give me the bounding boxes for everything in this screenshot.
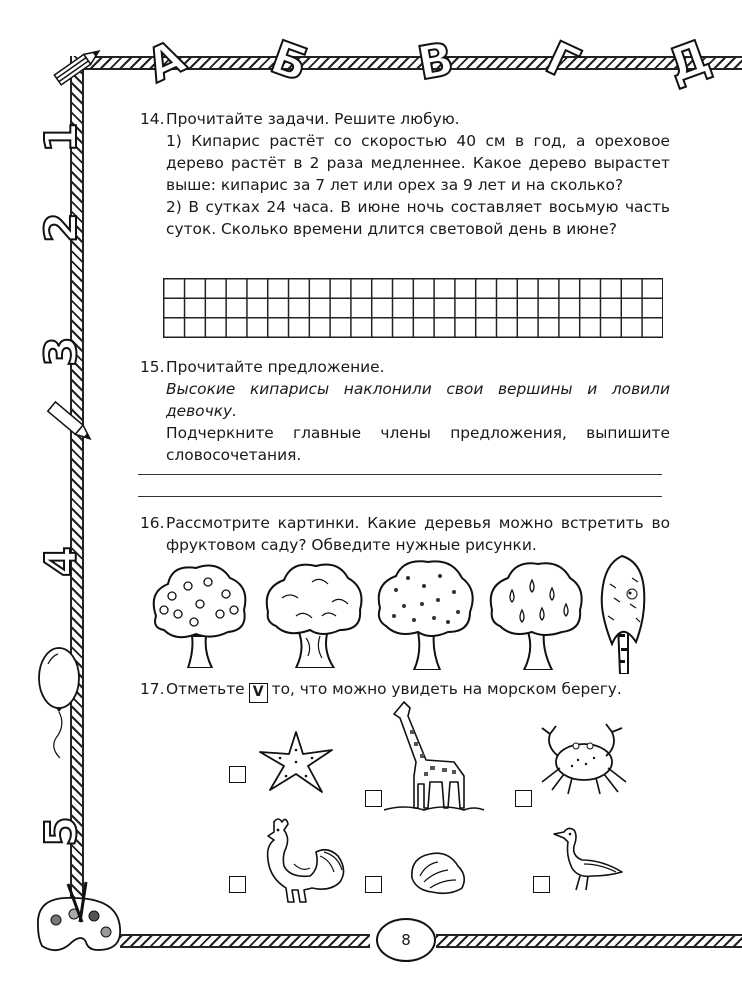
frame-bottom-border-right: [436, 934, 742, 948]
task-14-intro: Прочитайте задачи. Решите любую.: [166, 110, 460, 128]
side-digit-1: 1: [35, 122, 87, 153]
side-digit-2: 2: [35, 212, 87, 243]
task-14: [140, 108, 670, 240]
apple-tree-image[interactable]: [148, 560, 250, 668]
side-digit-4: 4: [35, 546, 87, 577]
balloon-icon: [34, 640, 84, 760]
task-14-problem-2: 2) В сутках 24 часа. В июне ночь составляет восьмую часть суток. Сколько времени длится световой день в июне?: [166, 198, 670, 238]
fruit-tree-image[interactable]: [374, 556, 478, 670]
header-letter-a: А: [138, 29, 194, 93]
page-number: 8: [376, 918, 436, 962]
seabird-image: [552, 824, 626, 892]
crab-image: [528, 712, 632, 796]
side-pencil-icon: [40, 392, 100, 452]
checkbox-starfish[interactable]: [229, 766, 246, 783]
pear-tree-image[interactable]: [486, 558, 586, 670]
header-letter-g: Г: [537, 30, 588, 92]
task-15-sentence: Высокие кипарисы наклонили свои вершины и ловили девочку.: [166, 380, 670, 420]
header-letter-d: Д: [660, 28, 717, 94]
answer-line-2[interactable]: [138, 496, 662, 497]
seashell-image: [406, 846, 470, 898]
birch-tree-image[interactable]: [592, 554, 652, 674]
side-digit-5: 5: [35, 816, 87, 847]
task-17-number: 17.: [140, 680, 165, 698]
task-15-intro: Прочитайте предложение.: [166, 358, 385, 376]
checkbox-giraffe[interactable]: [365, 790, 382, 807]
pencil-icon: [48, 42, 108, 92]
oak-tree-image[interactable]: [262, 558, 366, 668]
task-15: [140, 356, 670, 466]
task-16-number: 16.: [140, 514, 165, 532]
checkbox-bird[interactable]: [533, 876, 550, 893]
starfish-image: [256, 728, 336, 796]
answer-grid[interactable]: [163, 278, 663, 338]
paint-palette-icon: [28, 876, 128, 960]
frame-left-border: [70, 56, 84, 936]
task-16: [140, 512, 670, 556]
checkbox-seashell[interactable]: [365, 876, 382, 893]
task-14-number: 14.: [140, 110, 165, 128]
side-digit-3: 3: [35, 336, 87, 367]
task-15-instruction: Подчеркните главные члены предложения, выпишите словосочетания.: [166, 424, 670, 464]
answer-line-1[interactable]: [138, 474, 662, 475]
frame-bottom-border-left: [120, 934, 370, 948]
rooster-image: [254, 816, 350, 906]
example-check-box: V: [249, 683, 268, 703]
header-letter-b: Б: [263, 29, 316, 93]
task-16-text: Рассмотрите картинки. Какие деревья можно встретить во фруктовом саду? Обведите нужные рисунки.: [166, 514, 670, 554]
task-17-text-before: Отметьте: [166, 680, 245, 698]
task-15-number: 15.: [140, 358, 165, 376]
task-14-problem-1: 1) Кипарис растёт со скоростью 40 см в год, а ореховое дерево растёт в 2 раза медленнее. Какое дерево вырастет выше: кипарис за 7 лет или орех за 9 лет и на сколько?: [166, 132, 670, 194]
task-17-text-after: то, что можно увидеть на морском берегу.: [271, 680, 622, 698]
giraffe-image: [384, 696, 484, 814]
checkbox-rooster[interactable]: [229, 876, 246, 893]
header-letter-v: В: [413, 31, 458, 91]
